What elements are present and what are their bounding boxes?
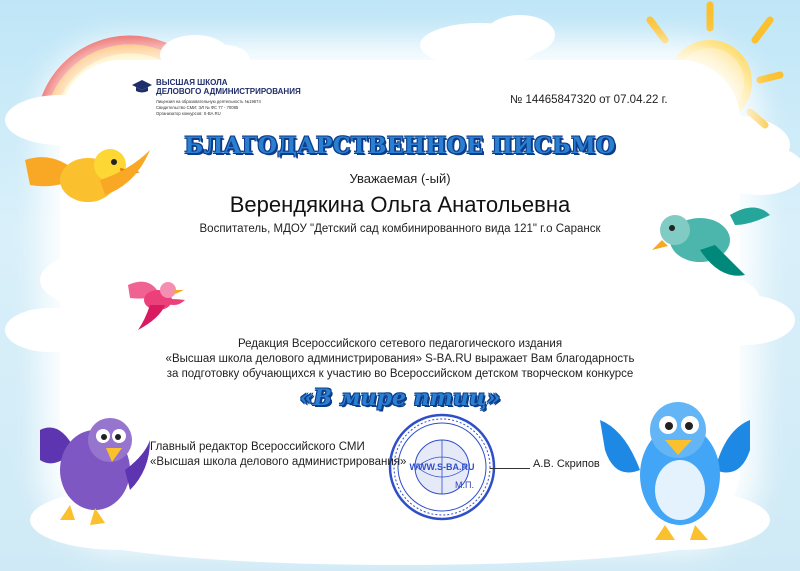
greeting: Уважаемая (-ый) xyxy=(349,171,451,186)
certificate-heading: БЛАГОДАРСТВЕННОЕ ПИСЬМО xyxy=(184,133,616,159)
recipient-name: Верендякина Ольга Анатольевна xyxy=(229,192,571,217)
certificate-number: № 14465847320 от 07.04.22 г. xyxy=(510,94,668,106)
graduation-cap-icon xyxy=(132,80,152,94)
purple-bird-icon xyxy=(40,418,150,525)
pink-bird-icon xyxy=(128,282,185,330)
seal-center-text: WWW.S-BA.RU xyxy=(409,462,475,472)
signature-line xyxy=(490,468,530,469)
logo-organizer: Организатор конкурсов: S-BA.RU xyxy=(156,111,221,116)
signatory-title-line2: «Высшая школа делового администрирования» xyxy=(150,456,407,468)
organization-logo xyxy=(132,76,322,124)
signatory-name: А.В. Скрипов xyxy=(533,458,600,470)
logo-title-line1: ВЫСШАЯ ШКОЛА xyxy=(156,78,228,87)
recipient-position: Воспитатель, МДОУ "Детский сад комбинированного вида 121" г.о Саранск xyxy=(199,223,601,235)
body-line-2: «Высшая школа делового администрирования» S-BA.RU выражает Вам благодарность xyxy=(165,353,635,365)
signatory-title-line1: Главный редактор Всероссийского СМИ xyxy=(150,441,365,453)
contest-name: «В мире птиц» xyxy=(299,385,501,411)
logo-title-line2: ДЕЛОВОГО АДМИНИСТРИРОВАНИЯ xyxy=(156,87,301,96)
blue-bird-icon xyxy=(600,402,750,540)
logo-license: Лицензия на образовательную деятельность №19674 xyxy=(156,99,261,104)
stamp-mark: М.П. xyxy=(455,480,474,490)
logo-media-cert: Свидетельство СМИ: ЭЛ № ФС 77 - 70085 xyxy=(156,105,239,110)
body-line-1: Редакция Всероссийского сетевого педагогического издания xyxy=(237,338,563,350)
body-line-3: за подготовку обучающихся к участию во Всероссийском детском творческом конкурсе xyxy=(166,368,634,380)
